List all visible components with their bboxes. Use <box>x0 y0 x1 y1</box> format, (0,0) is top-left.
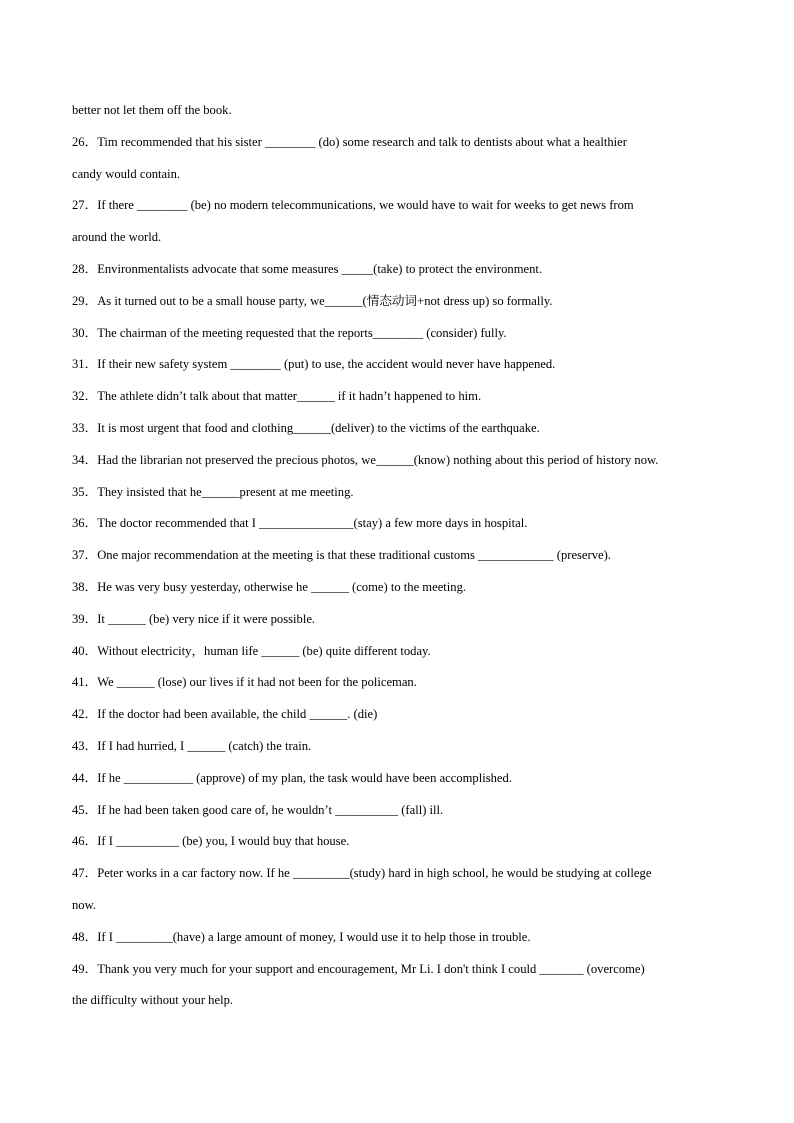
question-44: 44．If he ___________ (approve) of my plan, the task would have been accomplished. <box>72 770 512 785</box>
text-line: the difficulty without your help. <box>72 993 234 1008</box>
text-line: now. <box>72 897 97 912</box>
question-33: 33．It is most urgent that food and clothing______(deliver) to the victims of the earthquake. <box>72 420 540 435</box>
question-26: 26．Tim recommended that his sister ________ (do) some research and talk to dentists about what a healthier <box>72 134 627 149</box>
question-35: 35．They insisted that he______present at me meeting. <box>72 484 354 499</box>
question-47: 47．Peter works in a car factory now. If he _________(study) hard in high school, he would be studying at college <box>72 866 652 881</box>
question-41: 41．We ______ (lose) our lives if it had not been for the policeman. <box>72 675 417 690</box>
question-49: 49．Thank you very much for your support and encouragement, Mr Li. I don't think I could _______ (overcome) <box>72 961 645 976</box>
question-42: 42．If the doctor had been available, the child ______. (die) <box>72 707 378 722</box>
question-46: 46．If I __________ (be) you, I would buy that house. <box>72 834 350 849</box>
question-39: 39．It ______ (be) very nice if it were possible. <box>72 611 316 626</box>
question-32: 32．The athlete didn’t talk about that matter______ if it hadn’t happened to him. <box>72 389 482 404</box>
question-38: 38．He was very busy yesterday, otherwise he ______ (come) to the meeting. <box>72 579 467 594</box>
question-43: 43．If I had hurried, I ______ (catch) the train. <box>72 738 312 753</box>
question-40: 40．Without electricity，human life ______ (be) quite different today. <box>72 643 431 658</box>
question-30: 30．The chairman of the meeting requested that the reports________ (consider) fully. <box>72 325 507 340</box>
question-36: 36．The doctor recommended that I _______________(stay) a few more days in hospital. <box>72 516 528 531</box>
text-line: better not let them off the book. <box>72 103 232 117</box>
question-34: 34．Had the librarian not preserved the precious photos, we______(know) nothing about this period of history now. <box>72 452 659 467</box>
question-45: 45．If he had been taken good care of, he wouldn’t __________ (fall) ill. <box>72 802 444 817</box>
exercise-list <box>72 100 732 1022</box>
question-29: 29．As it turned out to be a small house party, we______(情态动词+not dress up) so formally. <box>72 293 553 308</box>
question-37: 37．One major recommendation at the meeting is that these traditional customs ____________ (preserve). <box>72 548 611 563</box>
text-line: around the world. <box>72 230 162 245</box>
question-48: 48．If I _________(have) a large amount of money, I would use it to help those in trouble. <box>72 929 531 944</box>
question-31: 31．If their new safety system ________ (put) to use, the accident would never have happened. <box>72 357 556 372</box>
question-27: 27．If there ________ (be) no modern telecommunications, we would have to wait for weeks to get news from <box>72 198 634 213</box>
question-28: 28．Environmentalists advocate that some measures _____(take) to protect the environment. <box>72 261 543 276</box>
text-line: candy would contain. <box>72 166 181 181</box>
